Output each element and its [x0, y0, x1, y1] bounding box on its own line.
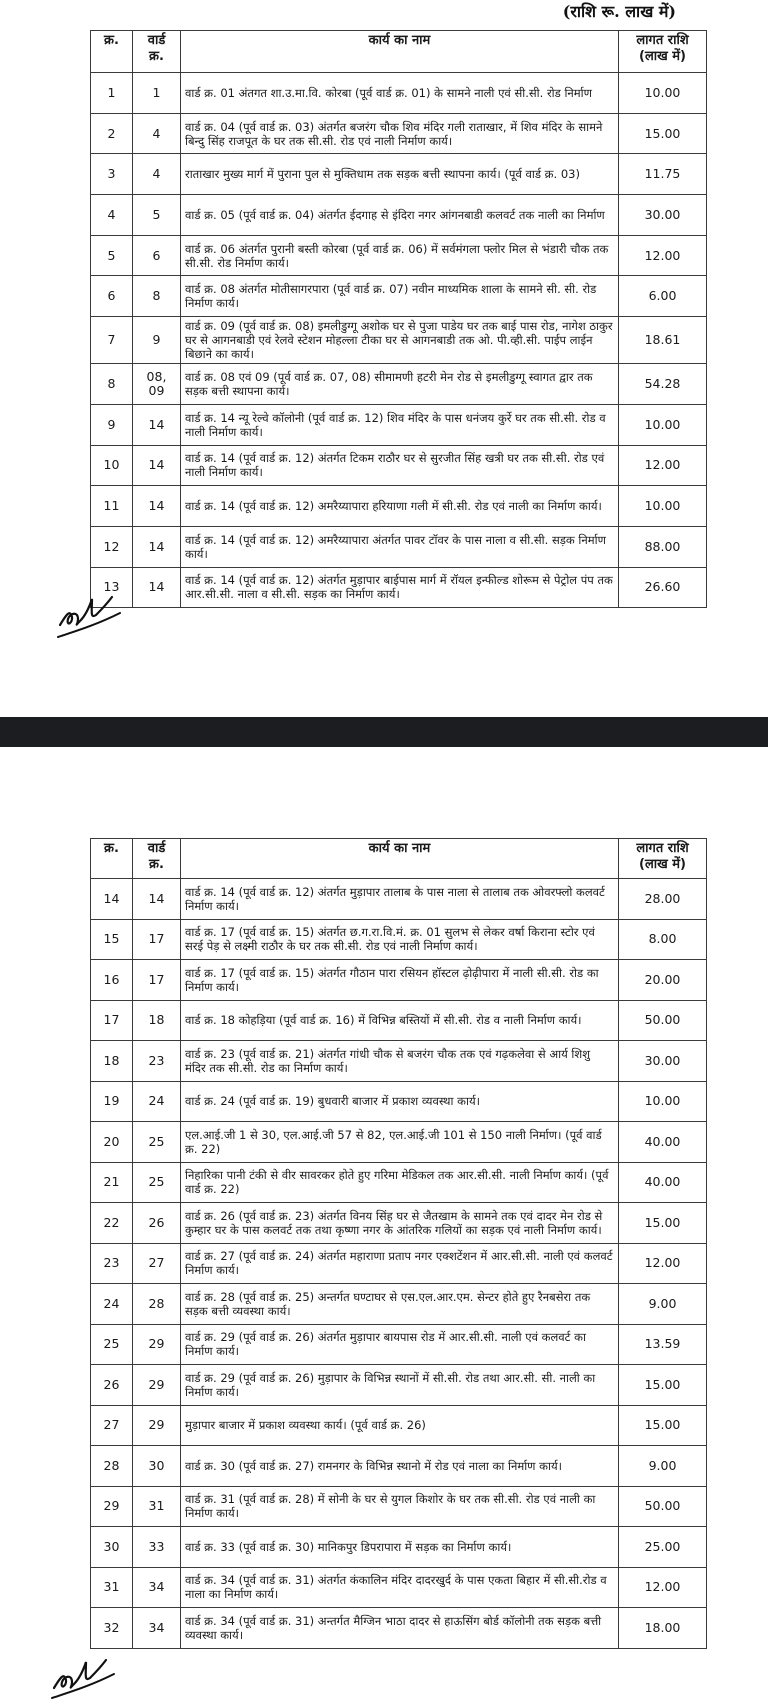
table-row	[91, 486, 707, 527]
row-serial: 30	[91, 1527, 133, 1568]
row-ward: 30	[133, 1446, 181, 1487]
row-serial: 10	[91, 445, 133, 486]
row-serial: 1	[91, 73, 133, 114]
row-work-name: वार्ड क्र. 29 (पूर्व वार्ड क्र. 26) अंतर्गत मुड़ापार बायपास रोड में आर.सी.सी. नाली एवं कलवर्ट का निर्माण कार्य।	[181, 1324, 619, 1365]
row-cost: 20.00	[619, 960, 707, 1001]
row-ward: 25	[133, 1122, 181, 1163]
row-cost: 12.00	[619, 1567, 707, 1608]
row-cost: 30.00	[619, 195, 707, 236]
row-ward: 27	[133, 1243, 181, 1284]
row-ward: 6	[133, 235, 181, 276]
table-row	[91, 445, 707, 486]
header-cost: लागत राशि (लाख में)	[619, 31, 707, 73]
row-cost: 40.00	[619, 1122, 707, 1163]
row-serial: 32	[91, 1608, 133, 1649]
row-serial: 7	[91, 317, 133, 364]
table-row	[91, 1446, 707, 1487]
row-serial: 18	[91, 1041, 133, 1082]
row-work-name: वार्ड क्र. 27 (पूर्व वार्ड क्र. 24) अंतर्गत महाराणा प्रताप नगर एक्शटेंशन में आर.सी.सी. नाली एवं कलवर्ट निर्माण कार्य।	[181, 1243, 619, 1284]
row-work-name: वार्ड क्र. 24 (पूर्व वार्ड क्र. 19) बुधवारी बाजार में प्रकाश व्यवस्था कार्य।	[181, 1081, 619, 1122]
row-ward: 17	[133, 960, 181, 1001]
row-ward: 23	[133, 1041, 181, 1082]
row-work-name: वार्ड क्र. 26 (पूर्व वार्ड क्र. 23) अंतर्गत विनय सिंह घर से जैतखाम के सामने तक एवं दादर मेन रोड से कुम्हार घर के पास कलवर्ट तक तथा कृष्णा नगर के आंतरिक गलियों का सड़क एवं नाली निर्माण कार्य।	[181, 1203, 619, 1244]
row-ward: 14	[133, 486, 181, 527]
row-serial: 24	[91, 1284, 133, 1325]
table-row	[91, 1405, 707, 1446]
row-ward: 14	[133, 445, 181, 486]
row-work-name: निहारिका पानी टंकी से वीर सावरकर होते हुए गरिमा मेडिकल तक आर.सी.सी. नाली निर्माण कार्य। (पूर्व वार्ड क्र. 22)	[181, 1162, 619, 1203]
row-serial: 28	[91, 1446, 133, 1487]
page-separator	[0, 717, 768, 747]
row-serial: 8	[91, 364, 133, 405]
row-cost: 10.00	[619, 73, 707, 114]
table-row	[91, 879, 707, 920]
row-ward: 5	[133, 195, 181, 236]
row-cost: 50.00	[619, 1486, 707, 1527]
row-cost: 12.00	[619, 235, 707, 276]
row-work-name: वार्ड क्र. 14 (पूर्व वार्ड क्र. 12) अमरैय्यापारा अंतर्गत पावर टॉवर के पास नाला व सी.सी. सड़क निर्माण कार्य।	[181, 526, 619, 567]
table-body	[91, 73, 707, 608]
works-table-part-1	[90, 30, 707, 608]
header-work-name: कार्य का नाम	[181, 839, 619, 879]
row-ward: 14	[133, 526, 181, 567]
row-serial: 20	[91, 1122, 133, 1163]
row-serial: 3	[91, 154, 133, 195]
row-serial: 23	[91, 1243, 133, 1284]
row-ward: 26	[133, 1203, 181, 1244]
row-work-name: वार्ड क्र. 08 एवं 09 (पूर्व वार्ड क्र. 07, 08) सीमामणी हटरी मेन रोड से इमलीडुग्गू स्वागत द्वार तक सड़क बत्ती स्थापना कार्य।	[181, 364, 619, 405]
row-work-name: वार्ड क्र. 34 (पूर्व वार्ड क्र. 31) अंतर्गत कंकालिन मंदिर दादरखुर्द के पास एकता बिहार में सी.सी.रोड व नाला का निर्माण कार्य।	[181, 1567, 619, 1608]
table-row	[91, 235, 707, 276]
table-row	[91, 960, 707, 1001]
row-cost: 10.00	[619, 1081, 707, 1122]
row-work-name: वार्ड क्र. 05 (पूर्व वार्ड क्र. 04) अंतर्गत ईदगाह से इंदिरा नगर आंगनबाडी कलवर्ट तक नाली का निर्माण	[181, 195, 619, 236]
table-row	[91, 1284, 707, 1325]
row-ward: 18	[133, 1000, 181, 1041]
row-work-name: वार्ड क्र. 17 (पूर्व वार्ड क्र. 15) अंतर्गत छ.ग.रा.वि.मं. क्र. 01 सुलभ से लेकर वर्षा किराना स्टोर एवं सरई पेड़ से लक्ष्मी राठौर के घर तक सी.सी. रोड एवं नाली निर्माण कार्य।	[181, 919, 619, 960]
table-row	[91, 1162, 707, 1203]
table-row	[91, 1608, 707, 1649]
header-cost: लागत राशि (लाख में)	[619, 839, 707, 879]
row-ward: 1	[133, 73, 181, 114]
row-ward: 08, 09	[133, 364, 181, 405]
row-ward: 29	[133, 1324, 181, 1365]
row-serial: 27	[91, 1405, 133, 1446]
row-serial: 14	[91, 879, 133, 920]
row-ward: 14	[133, 567, 181, 608]
row-ward: 28	[133, 1284, 181, 1325]
row-cost: 6.00	[619, 276, 707, 317]
row-work-name: वार्ड क्र. 14 (पूर्व वार्ड क्र. 12) अंतर्गत टिकम राठौर घर से सुरजीत सिंह खत्री घर तक सी.सी. रोड एवं नाली निर्माण कार्य।	[181, 445, 619, 486]
row-cost: 25.00	[619, 1527, 707, 1568]
row-cost: 12.00	[619, 1243, 707, 1284]
row-cost: 9.00	[619, 1284, 707, 1325]
row-serial: 12	[91, 526, 133, 567]
row-serial: 25	[91, 1324, 133, 1365]
row-work-name: वार्ड क्र. 06 अंतर्गत पुरानी बस्ती कोरबा (पूर्व वार्ड क्र. 06) में सर्वमंगला फ्लोर मिल से भंडारी चौक तक सी.सी. रोड निर्माण कार्य।	[181, 235, 619, 276]
row-cost: 30.00	[619, 1041, 707, 1082]
row-serial: 4	[91, 195, 133, 236]
table-row	[91, 317, 707, 364]
table-row	[91, 364, 707, 405]
table-row	[91, 1243, 707, 1284]
row-cost: 10.00	[619, 404, 707, 445]
row-cost: 50.00	[619, 1000, 707, 1041]
row-serial: 6	[91, 276, 133, 317]
table-row	[91, 1081, 707, 1122]
row-work-name: वार्ड क्र. 01 अंतगत शा.उ.मा.वि. कोरबा (पूर्व वार्ड क्र. 01) के सामने नाली एवं सी.सी. रोड निर्माण	[181, 73, 619, 114]
signature-initials	[56, 585, 126, 643]
row-serial: 16	[91, 960, 133, 1001]
header-serial: क्र.	[91, 31, 133, 73]
table-row	[91, 73, 707, 114]
table-row	[91, 1365, 707, 1406]
table-row	[91, 919, 707, 960]
row-work-name: वार्ड क्र. 33 (पूर्व वार्ड क्र. 30) मानिकपुर डिपरापारा में सड़क का निर्माण कार्य।	[181, 1527, 619, 1568]
row-cost: 18.61	[619, 317, 707, 364]
header-work-name: कार्य का नाम	[181, 31, 619, 73]
table-row	[91, 526, 707, 567]
row-serial: 15	[91, 919, 133, 960]
works-table-part-2	[90, 838, 707, 1649]
row-ward: 34	[133, 1567, 181, 1608]
row-serial: 19	[91, 1081, 133, 1122]
table-row	[91, 1000, 707, 1041]
row-serial: 11	[91, 486, 133, 527]
table-row	[91, 276, 707, 317]
row-work-name: वार्ड क्र. 17 (पूर्व वार्ड क्र. 15) अंतर्गत गौठान पारा रसियन हॉस्टल ढ़ोढ़ीपारा में नाली सी.सी. रोड का निर्माण कार्य।	[181, 960, 619, 1001]
row-work-name: राताखार मुख्य मार्ग में पुराना पुल से मुक्तिधाम तक सड़क बत्ती स्थापना कार्य। (पूर्व वार्ड क्र. 03)	[181, 154, 619, 195]
row-cost: 11.75	[619, 154, 707, 195]
row-work-name: वार्ड क्र. 14 (पूर्व वार्ड क्र. 12) अंतर्गत मुड़ापार तालाब के पास नाला से तालाब तक ओवरफ्लो कलवर्ट निर्माण कार्य।	[181, 879, 619, 920]
table-row	[91, 113, 707, 154]
row-ward: 29	[133, 1365, 181, 1406]
row-cost: 10.00	[619, 486, 707, 527]
row-work-name: वार्ड क्र. 28 (पूर्व वार्ड क्र. 25) अन्तर्गत घण्टाघर से एस.एल.आर.एम. सेन्टर होते हुए रैनबसेरा तक सड़क बत्ती व्यवस्था कार्य।	[181, 1284, 619, 1325]
row-serial: 31	[91, 1567, 133, 1608]
table-row	[91, 1486, 707, 1527]
row-cost: 15.00	[619, 1365, 707, 1406]
row-ward: 4	[133, 113, 181, 154]
row-cost: 13.59	[619, 1324, 707, 1365]
row-work-name: मुड़ापार बाजार में प्रकाश व्यवस्था कार्य। (पूर्व वार्ड क्र. 26)	[181, 1405, 619, 1446]
row-work-name: वार्ड क्र. 14 न्यू रेल्वे कॉलोनी (पूर्व वार्ड क्र. 12) शिव मंदिर के पास धनंजय कुर्रे घर तक सी.सी. रोड व नाली निर्माण कार्य।	[181, 404, 619, 445]
row-cost: 15.00	[619, 113, 707, 154]
row-serial: 17	[91, 1000, 133, 1041]
row-ward: 34	[133, 1608, 181, 1649]
table-row	[91, 1527, 707, 1568]
row-cost: 8.00	[619, 919, 707, 960]
row-work-name: वार्ड क्र. 31 (पूर्व वार्ड क्र. 28) में सोनी के घर से युगल किशोर के घर तक सी.सी. रोड एवं नाली का निर्माण कार्य।	[181, 1486, 619, 1527]
row-ward: 24	[133, 1081, 181, 1122]
row-work-name: वार्ड क्र. 30 (पूर्व वार्ड क्र. 27) रामनगर के विभिन्न स्थानो में रोड एवं नाला का निर्माण कार्य।	[181, 1446, 619, 1487]
table-row	[91, 1324, 707, 1365]
header-serial: क्र.	[91, 839, 133, 879]
row-work-name: वार्ड क्र. 08 अंतर्गत मोतीसागरपारा (पूर्व वार्ड क्र. 07) नवीन माध्यमिक शाला के सामने सी. सी. रोड निर्माण कार्य।	[181, 276, 619, 317]
signature-initials	[50, 1652, 120, 1702]
row-work-name: वार्ड क्र. 34 (पूर्व वार्ड क्र. 31) अन्तर्गत मैग्जिन भाठा दादर से हाऊसिंग बोर्ड कॉलोनी तक सड़क बत्ती व्यवस्था कार्य।	[181, 1608, 619, 1649]
row-ward: 14	[133, 879, 181, 920]
table-row	[91, 195, 707, 236]
unit-note: (राशि रू. लाख में)	[562, 2, 676, 21]
row-work-name: वार्ड क्र. 29 (पूर्व वार्ड क्र. 26) मुड़ापार के विभिन्न स्थानों में सी.सी. रोड तथा आर.सी. सी. नाली का निर्माण कार्य।	[181, 1365, 619, 1406]
row-serial: 9	[91, 404, 133, 445]
row-serial: 5	[91, 235, 133, 276]
row-ward: 31	[133, 1486, 181, 1527]
table-row	[91, 1203, 707, 1244]
row-ward: 14	[133, 404, 181, 445]
header-ward: वार्ड क्र.	[133, 839, 181, 879]
row-ward: 29	[133, 1405, 181, 1446]
row-work-name: वार्ड क्र. 18 कोहड़िया (पूर्व वार्ड क्र. 16) में विभिन्न बस्तियों में सी.सी. रोड व नाली निर्माण कार्य।	[181, 1000, 619, 1041]
row-ward: 4	[133, 154, 181, 195]
row-cost: 40.00	[619, 1162, 707, 1203]
table-body	[91, 879, 707, 1649]
row-work-name: वार्ड क्र. 09 (पूर्व वार्ड क्र. 08) इमलीडुग्गू अशोक घर से पुजा पाडेय घर तक बाई पास रोड, नागेश ठाकुर घर से आगनबाडी एवं रेलवे स्टेशन मोहल्ला टीका घर से आगनबाडी तक ओ. पी.व्ही.सी. पाईप लाईन बिछाने का कार्य।	[181, 317, 619, 364]
row-work-name: वार्ड क्र. 14 (पूर्व वार्ड क्र. 12) अमरैय्यापारा हरियाणा गली में सी.सी. रोड एवं नाली का निर्माण कार्य।	[181, 486, 619, 527]
table-row	[91, 154, 707, 195]
row-serial: 26	[91, 1365, 133, 1406]
row-cost: 26.60	[619, 567, 707, 608]
row-cost: 15.00	[619, 1203, 707, 1244]
row-cost: 18.00	[619, 1608, 707, 1649]
row-work-name: वार्ड क्र. 04 (पूर्व वार्ड क्र. 03) अंतर्गत बजरंग चौक शिव मंदिर गली राताखार, में शिव मंदिर के सामने बिन्दु सिंह राजपूत के घर तक सी.सी. रोड एवं नाली निर्माण कार्य।	[181, 113, 619, 154]
row-cost: 15.00	[619, 1405, 707, 1446]
row-cost: 54.28	[619, 364, 707, 405]
row-cost: 12.00	[619, 445, 707, 486]
row-serial: 21	[91, 1162, 133, 1203]
row-ward: 25	[133, 1162, 181, 1203]
row-cost: 88.00	[619, 526, 707, 567]
row-serial: 13	[91, 567, 133, 608]
table-row	[91, 1122, 707, 1163]
row-cost: 28.00	[619, 879, 707, 920]
row-serial: 2	[91, 113, 133, 154]
row-serial: 22	[91, 1203, 133, 1244]
row-serial: 29	[91, 1486, 133, 1527]
row-work-name: वार्ड क्र. 14 (पूर्व वार्ड क्र. 12) अंतर्गत मुड़ापार बाईपास मार्ग में रॉयल इन्फील्ड शोरूम से पेट्रोल पंप तक आर.सी.सी. नाला व सी.सी. सड़क का निर्माण कार्य।	[181, 567, 619, 608]
table-row	[91, 567, 707, 608]
row-ward: 9	[133, 317, 181, 364]
row-work-name: वार्ड क्र. 23 (पूर्व वार्ड क्र. 21) अंतर्गत गांधी चौक से बजरंग चौक तक एवं गढ़कलेवा से आर्य शिशु मंदिर तक सी.सी. रोड का निर्माण कार्य।	[181, 1041, 619, 1082]
table-row	[91, 1041, 707, 1082]
row-work-name: एल.आई.जी 1 से 30, एल.आई.जी 57 से 82, एल.आई.जी 101 से 150 नाली निर्माण। (पूर्व वार्ड क्र. 22)	[181, 1122, 619, 1163]
row-ward: 33	[133, 1527, 181, 1568]
row-cost: 9.00	[619, 1446, 707, 1487]
row-ward: 17	[133, 919, 181, 960]
table-row	[91, 1567, 707, 1608]
header-ward: वार्ड क्र.	[133, 31, 181, 73]
table-row	[91, 404, 707, 445]
row-ward: 8	[133, 276, 181, 317]
